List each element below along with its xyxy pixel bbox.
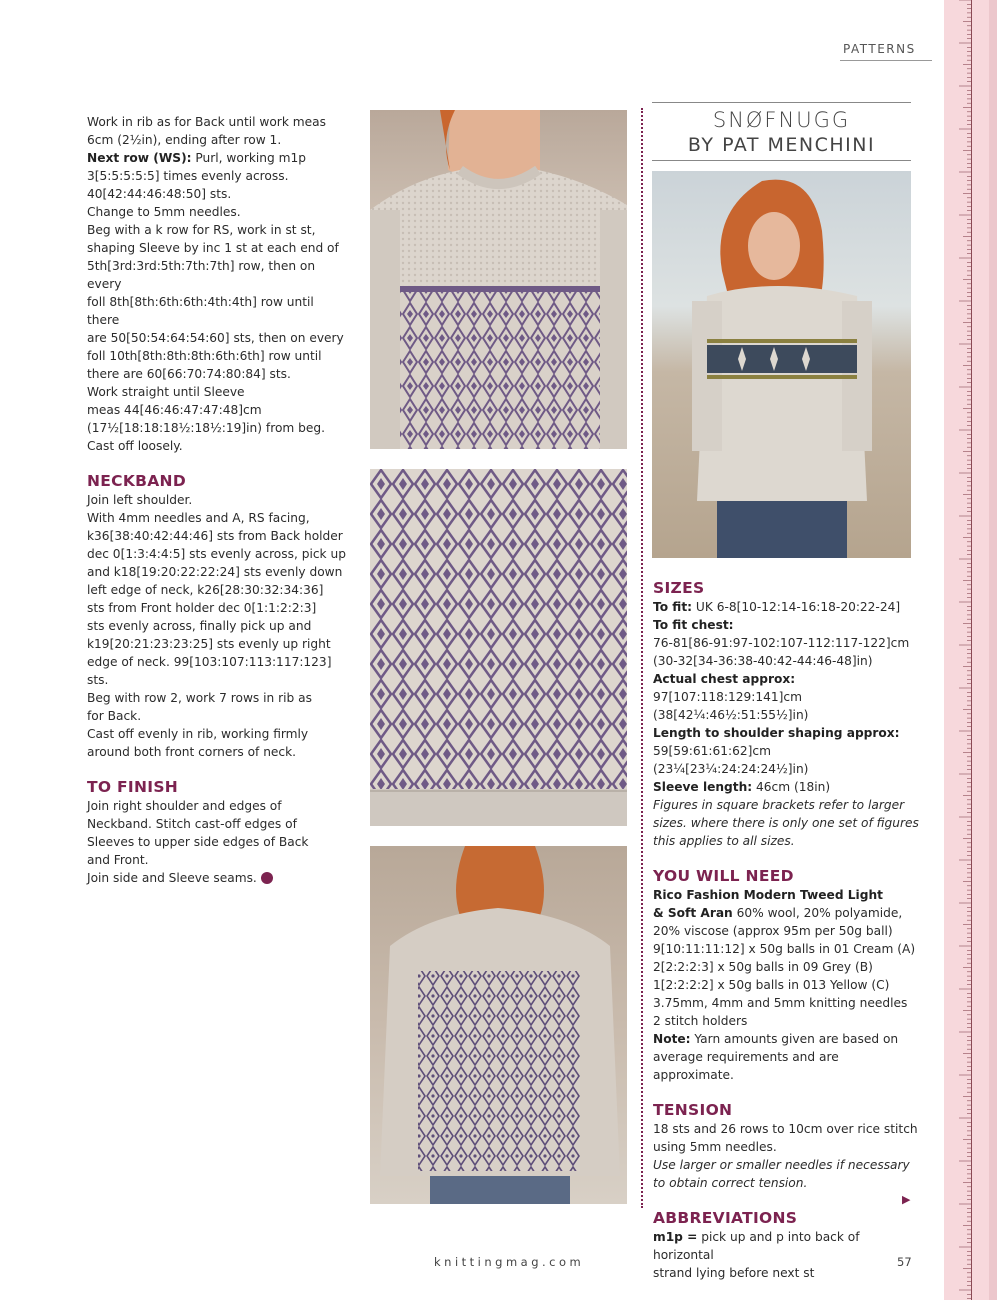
chest-in: (30-32[34-36:38-40:42-44:46-48]in)	[653, 654, 873, 668]
sleeve-line: Next row (WS): Purl, working m1p	[87, 151, 306, 165]
length-label: Length to shoulder shaping approx:	[653, 726, 900, 740]
sleeve-line: Work in rib as for Back until work meas	[87, 115, 326, 129]
neckband-line: Beg with row 2, work 7 rows in rib as	[87, 691, 312, 705]
neckband-line: Cast off evenly in rib, working firmly	[87, 727, 309, 741]
photo-pattern-closeup	[370, 469, 627, 826]
sleeve-line: (17½[18:18:18½:18½:19]in) from beg.	[87, 421, 325, 435]
sleeve-label: Sleeve length:	[653, 780, 753, 794]
neckband-line: around both front corners of neck.	[87, 745, 297, 759]
neckband-line: for Back.	[87, 709, 142, 723]
header-rule	[840, 60, 932, 61]
sleeve-line: foll 8th[8th:6th:6th:4th:4th] row until there	[87, 295, 314, 327]
abbr-def-2: strand lying before next st	[653, 1266, 815, 1280]
yarn-name-2: & Soft Aran	[653, 906, 733, 920]
title-designer: BY PAT MENCHINI	[687, 134, 876, 156]
note-label: Note:	[653, 1032, 691, 1046]
finish-line: and Front.	[87, 853, 149, 867]
to-fit-label: To fit:	[653, 600, 693, 614]
measuring-ruler	[944, 0, 997, 1300]
sleeve-line: are 50[50:54:64:54:60] sts, then on every	[87, 331, 344, 345]
tension-note-1: Use larger or smaller needles if necessary	[653, 1158, 910, 1172]
neckband-line: k19[20:21:23:23:25] sts evenly up right	[87, 637, 331, 651]
material-line: 2[2:2:2:3] x 50g balls in 09 Grey (B)	[653, 960, 873, 974]
material-line: 1[2:2:2:2] x 50g balls in 013 Yellow (C)	[653, 978, 890, 992]
abbr-heading: ABBREVIATIONS	[653, 1209, 798, 1227]
to-fit-value: UK 6-8[10-12:14-16:18-20:22-24]	[692, 600, 901, 614]
finish-line: Join side and Sleeve seams.	[87, 869, 349, 887]
sleeve-line: Beg with a k row for RS, work in st st,	[87, 223, 316, 237]
section-label: PATTERNS	[843, 42, 916, 56]
finish-line: Neckband. Stitch cast-off edges of	[87, 817, 297, 831]
photo-back-view	[370, 846, 627, 1204]
neckband-instructions	[87, 491, 349, 761]
chest-label: To fit chest:	[653, 618, 734, 632]
sleeve-line: Work straight until Sleeve	[87, 385, 245, 399]
material-line: 2 stitch holders	[653, 1014, 748, 1028]
size-note-3: this applies to all sizes.	[653, 834, 795, 848]
sleeve-value: 46cm (18in)	[752, 780, 831, 794]
page-number: 57	[897, 1255, 912, 1269]
sleeve-instructions	[87, 113, 349, 455]
instructions-column	[87, 113, 349, 887]
neckband-line: sts evenly across, finally pick up and	[87, 619, 312, 633]
note-text-2: average requirements and are approximate.	[653, 1050, 839, 1082]
material-line: 20% viscose (approx 95m per 50g ball)	[653, 924, 893, 938]
continue-arrow-icon: ▶	[902, 1193, 911, 1206]
tension-line-1: 18 sts and 26 rows to 10cm over rice stitch	[653, 1122, 918, 1136]
sleeve-line: 40[42:44:46:48:50] sts.	[87, 187, 232, 201]
finish-line: Join right shoulder and edges of	[87, 799, 282, 813]
neckband-line: Join left shoulder.	[87, 493, 193, 507]
neckband-line: and k18[19:20:22:22:24] sts evenly down	[87, 565, 343, 579]
length-value: 59[59:61:61:62]cm (23¼[23¼:24:24:24½]in)	[653, 744, 809, 776]
neckband-line: sts from Front holder dec 0[1:1:2:2:3]	[87, 601, 317, 615]
sleeve-line: shaping Sleeve by inc 1 st at each end of	[87, 241, 339, 255]
tension-heading: TENSION	[653, 1101, 733, 1119]
neckband-line: edge of neck. 99[103:107:113:117:123] sts.	[87, 655, 332, 687]
sleeve-line: 6cm (2½in), ending after row 1.	[87, 133, 282, 147]
sleeve-line-bold: Next row (WS):	[87, 151, 192, 165]
sleeve-line: 3[5:5:5:5:5] times evenly across.	[87, 169, 289, 183]
abbr-term: m1p =	[653, 1230, 698, 1244]
need-heading: YOU WILL NEED	[653, 867, 794, 885]
ruler-ticks	[944, 0, 997, 1300]
photo-yoke-front	[370, 110, 627, 449]
sleeve-line: meas 44[46:46:47:47:48]cm	[87, 403, 262, 417]
neckband-line: With 4mm needles and A, RS facing,	[87, 511, 310, 525]
finish-line: Sleeves to upper side edges of Back	[87, 835, 309, 849]
photo-model	[652, 171, 911, 558]
material-line: 9[10:11:11:12] x 50g balls in 01 Cream (A)	[653, 942, 916, 956]
sleeve-line: Change to 5mm needles.	[87, 205, 241, 219]
finish-instructions	[87, 797, 349, 887]
neckband-line: left edge of neck, k26[28:30:32:34:36]	[87, 583, 324, 597]
sleeve-line: Cast off loosely.	[87, 439, 183, 453]
yarn-name-1: Rico Fashion Modern Tweed Light	[653, 888, 883, 902]
sleeve-line: foll 10th[8th:8th:8th:6th:6th] row until	[87, 349, 322, 363]
title-name: SNØFNUGG	[712, 108, 851, 132]
abbr-def: pick up and p into back of horizontal	[653, 1230, 860, 1262]
pattern-title	[652, 102, 911, 161]
chest-cm: 76-81[86-91:97-102:107-112:117-122]cm	[653, 636, 910, 650]
neckband-line: dec 0[1:3:4:4:5] sts evenly across, pick up	[87, 547, 346, 561]
tension-line-2: using 5mm needles.	[653, 1140, 777, 1154]
size-note-1: Figures in square brackets refer to larger	[653, 798, 905, 812]
tension-note-2: to obtain correct tension.	[653, 1176, 808, 1190]
neckband-heading: NECKBAND	[87, 472, 186, 490]
actual-value: 97[107:118:129:141]cm	[653, 690, 802, 704]
finish-heading: TO FINISH	[87, 778, 179, 796]
neckband-line: k36[38:40:42:44:46] sts from Back holder	[87, 529, 343, 543]
yarn-fibre: 60% wool, 20% polyamide,	[732, 906, 903, 920]
sleeve-line: there are 60[66:70:74:80:84] sts.	[87, 367, 291, 381]
material-line: 3.75mm, 4mm and 5mm knitting needles	[653, 996, 908, 1010]
actual-in: (38[42¼:46½:51:55½]in)	[653, 708, 809, 722]
yarn-ball-end-icon	[261, 872, 273, 884]
footer-url: knittingmag.com	[434, 1255, 585, 1269]
sizes-heading: SIZES	[653, 579, 705, 597]
materials-list	[653, 922, 921, 1030]
actual-label: Actual chest approx:	[653, 672, 796, 686]
sleeve-line: 5th[3rd:3rd:5th:7th:7th] row, then on every	[87, 259, 316, 291]
column-divider	[641, 108, 643, 1208]
details-column	[653, 578, 921, 1282]
size-note-2: sizes. where there is only one set of figures	[653, 816, 919, 830]
note-text: Yarn amounts given are based on	[690, 1032, 899, 1046]
